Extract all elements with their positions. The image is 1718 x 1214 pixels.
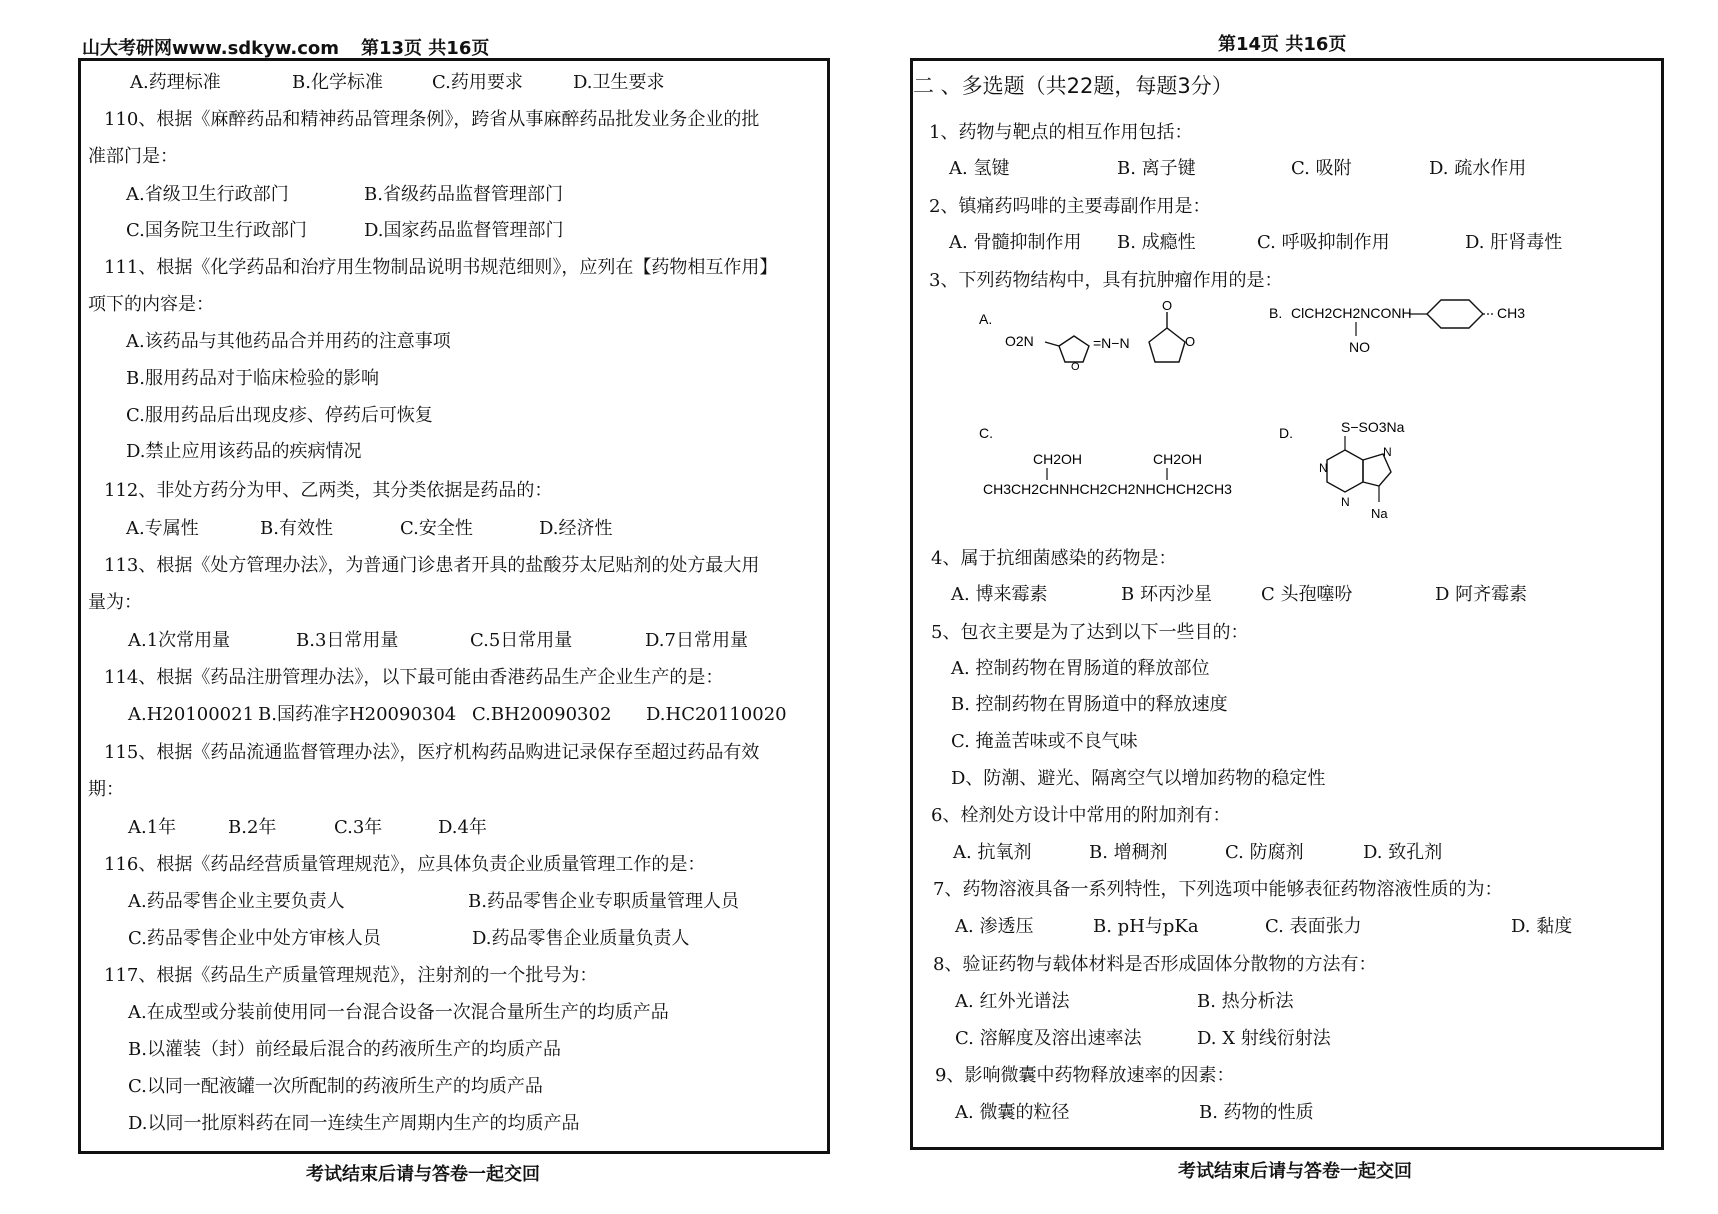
option: C. 表面张力: [1265, 916, 1362, 937]
right-page-footer: 考试结束后请与答卷一起交回: [1178, 1161, 1412, 1182]
option: C.国务院卫生行政部门: [126, 220, 307, 241]
option: D 阿齐霉素: [1435, 584, 1528, 605]
option: D. X 射线衍射法: [1197, 1028, 1331, 1049]
option: C.以同一配液罐一次所配制的药液所生产的均质产品: [128, 1076, 543, 1097]
option: B.3日常用量: [296, 630, 399, 651]
option: B. 控制药物在胃肠道中的释放速度: [951, 694, 1228, 715]
ring-nitrogen: N: [1341, 495, 1350, 509]
question-112: 112、非处方药分为甲、乙两类，其分类依据是药品的：: [104, 480, 553, 501]
question-5: 5、包衣主要是为了达到以下一些目的：: [931, 622, 1249, 643]
ring-nitrogen: N: [1319, 461, 1328, 475]
option: D. 疏水作用: [1429, 158, 1527, 179]
header-page-number: 第13页 共16页: [360, 38, 490, 59]
question-3: 3、下列药物结构中，具有抗肿瘤作用的是：: [929, 270, 1283, 291]
option: D.国家药品监督管理部门: [364, 220, 564, 241]
option: C.药品零售企业中处方审核人员: [128, 928, 381, 949]
question-9: 9、影响微囊中药物释放速率的因素：: [935, 1065, 1235, 1086]
structure-d: [1279, 420, 1479, 530]
right-page-header: 第14页 共16页: [1218, 34, 1347, 55]
option: B. 离子键: [1117, 158, 1196, 179]
option: B. 成瘾性: [1117, 232, 1196, 253]
option: B. pH与pKa: [1093, 916, 1199, 937]
question-116: 116、根据《药品经营质量管理规范》，应具体负责企业质量管理工作的是：: [104, 854, 706, 875]
option: A.1年: [128, 817, 177, 838]
option: B.有效性: [260, 518, 333, 539]
option: A. 控制药物在胃肠道的释放部位: [951, 658, 1210, 679]
option: B.服用药品对于临床检验的影响: [126, 368, 379, 389]
option: A. 红外光谱法: [955, 991, 1070, 1012]
question-4: 4、属于抗细菌感染的药物是：: [931, 548, 1177, 569]
structure-c-chain: CH3CH2CHNHCH2CH2NHCHCH2CH3: [983, 481, 1232, 497]
right-page: [859, 0, 1718, 1214]
azo-link: =N−N: [1093, 335, 1130, 351]
option: C.安全性: [400, 518, 473, 539]
question-115: 115、根据《药品流通监督管理办法》，医疗机构药品购进记录保存至超过药品有效: [104, 742, 760, 763]
option: C. 防腐剂: [1225, 842, 1304, 863]
question-115-cont: 期：: [88, 779, 124, 800]
structure-a: [979, 298, 1279, 388]
question-110-cont: 准部门是：: [88, 146, 178, 167]
option: B.国药准字H20090304: [258, 704, 457, 725]
option: D.4年: [438, 817, 487, 838]
hydroxymethyl-1: CH2OH: [1033, 451, 1083, 467]
option: D.经济性: [539, 518, 613, 539]
option: A.药理标准: [130, 72, 221, 93]
option: D.禁止应用该药品的疾病情况: [126, 441, 362, 462]
option: D.以同一批原料药在同一连续生产周期内生产的均质产品: [128, 1113, 580, 1134]
structure-c-label: C.: [979, 425, 993, 441]
option: D. 致孔剂: [1363, 842, 1443, 863]
option: D.卫生要求: [573, 72, 665, 93]
header-site: 山大考研网www.sdkyw.com: [82, 38, 339, 59]
option: B.药品零售企业专职质量管理人员: [468, 891, 739, 912]
option: A. 抗氧剂: [953, 842, 1032, 863]
option: C. 掩盖苦味或不良气味: [951, 731, 1138, 752]
option: D.药品零售企业质量负责人: [472, 928, 690, 949]
ring-nitrogen: N: [1383, 445, 1392, 459]
left-page-header: [82, 34, 489, 60]
thiosulfate-group: S−SO3Na: [1341, 420, 1405, 435]
hydroxymethyl-2: CH2OH: [1153, 451, 1203, 467]
option: C. 吸附: [1291, 158, 1352, 179]
question-110: 110、根据《麻醉药品和精神药品管理条例》，跨省从事麻醉药品批发业务企业的批: [104, 109, 760, 130]
option: C.BH20090302: [472, 704, 612, 725]
question-113: 113、根据《处方管理办法》，为普通门诊患者开具的盐酸芬太尼贴剂的处方最大用: [104, 555, 760, 576]
option: A.1次常用量: [128, 630, 231, 651]
option: A.在成型或分装前使用同一台混合设备一次混合量所生产的均质产品: [128, 1002, 669, 1023]
option: C 头孢噻吩: [1261, 584, 1353, 605]
nitro-group: O2N: [1005, 333, 1034, 349]
option: A.H20100021: [128, 704, 255, 725]
option: A.专属性: [126, 518, 199, 539]
option: C. 溶解度及溶出速率法: [955, 1028, 1142, 1049]
option: C.3年: [334, 817, 383, 838]
option: B. 药物的性质: [1199, 1102, 1314, 1123]
sodium: Na: [1371, 506, 1388, 521]
option: A.该药品与其他药品合并用药的注意事项: [126, 331, 451, 352]
option: B.以灌装（封）前经最后混合的药液所生产的均质产品: [128, 1039, 561, 1060]
question-8: 8、验证药物与载体材料是否形成固体分散物的方法有：: [933, 954, 1377, 975]
structure-a-label: A.: [979, 311, 993, 327]
question-6: 6、栓剂处方设计中常用的附加剂有：: [931, 805, 1231, 826]
option: B. 热分析法: [1197, 991, 1294, 1012]
option: B.2年: [228, 817, 277, 838]
question-117: 117、根据《药品生产质量管理规范》，注射剂的一个批号为：: [104, 965, 598, 986]
option: D、防潮、避光、隔离空气以增加药物的稳定性: [951, 768, 1326, 789]
question-114: 114、根据《药品注册管理办法》，以下最可能由香港药品生产企业生产的是：: [104, 667, 724, 688]
question-7: 7、药物溶液具备一系列特性，下列选项中能够表征药物溶液性质的为：: [933, 879, 1503, 900]
structure-c: [979, 424, 1309, 504]
option: C.5日常用量: [470, 630, 573, 651]
option: D. 黏度: [1511, 916, 1573, 937]
option: A. 渗透压: [955, 916, 1034, 937]
option: A. 博来霉素: [951, 584, 1048, 605]
structure-b-formula: ClCH2CH2NCONH: [1291, 305, 1412, 321]
option: A. 氢键: [949, 158, 1010, 179]
option: A. 骨髓抑制作用: [949, 232, 1082, 253]
question-113-cont: 量为：: [88, 592, 142, 613]
option: B.省级药品监督管理部门: [364, 184, 563, 205]
ring-oxygen: O: [1185, 334, 1196, 349]
question-111-cont: 项下的内容是：: [88, 294, 214, 315]
question-1: 1、药物与靶点的相互作用包括：: [929, 122, 1193, 143]
furan-oxygen: O: [1071, 361, 1080, 373]
option: A.药品零售企业主要负责人: [128, 891, 345, 912]
option: A. 微囊的粒径: [955, 1102, 1070, 1123]
structure-d-label: D.: [1279, 425, 1293, 441]
option: B. 增稠剂: [1089, 842, 1168, 863]
structure-b-label: B.: [1269, 305, 1283, 321]
structure-b: [1269, 296, 1669, 376]
option: D.7日常用量: [645, 630, 748, 651]
option: C.服用药品后出现皮疹、停药后可恢复: [126, 405, 433, 426]
carbonyl-oxygen: O: [1162, 298, 1173, 313]
option: B 环丙沙星: [1121, 584, 1212, 605]
option: D. 肝肾毒性: [1465, 232, 1563, 253]
left-page-footer: 考试结束后请与答卷一起交回: [306, 1164, 540, 1185]
section-title: 二 、多选题（共22题，每题3分）: [913, 74, 1233, 98]
option: D.HC20110020: [646, 704, 787, 725]
methyl-group: CH3: [1497, 305, 1526, 321]
nitroso-group: NO: [1349, 339, 1370, 355]
option: C. 呼吸抑制作用: [1257, 232, 1390, 253]
option: B.化学标准: [292, 72, 383, 93]
option: C.药用要求: [432, 72, 523, 93]
question-111: 111、根据《化学药品和治疗用生物制品说明书规范细则》，应列在【药物相互作用】: [104, 257, 778, 278]
question-2: 2、镇痛药吗啡的主要毒副作用是：: [929, 196, 1211, 217]
option: A.省级卫生行政部门: [126, 184, 289, 205]
